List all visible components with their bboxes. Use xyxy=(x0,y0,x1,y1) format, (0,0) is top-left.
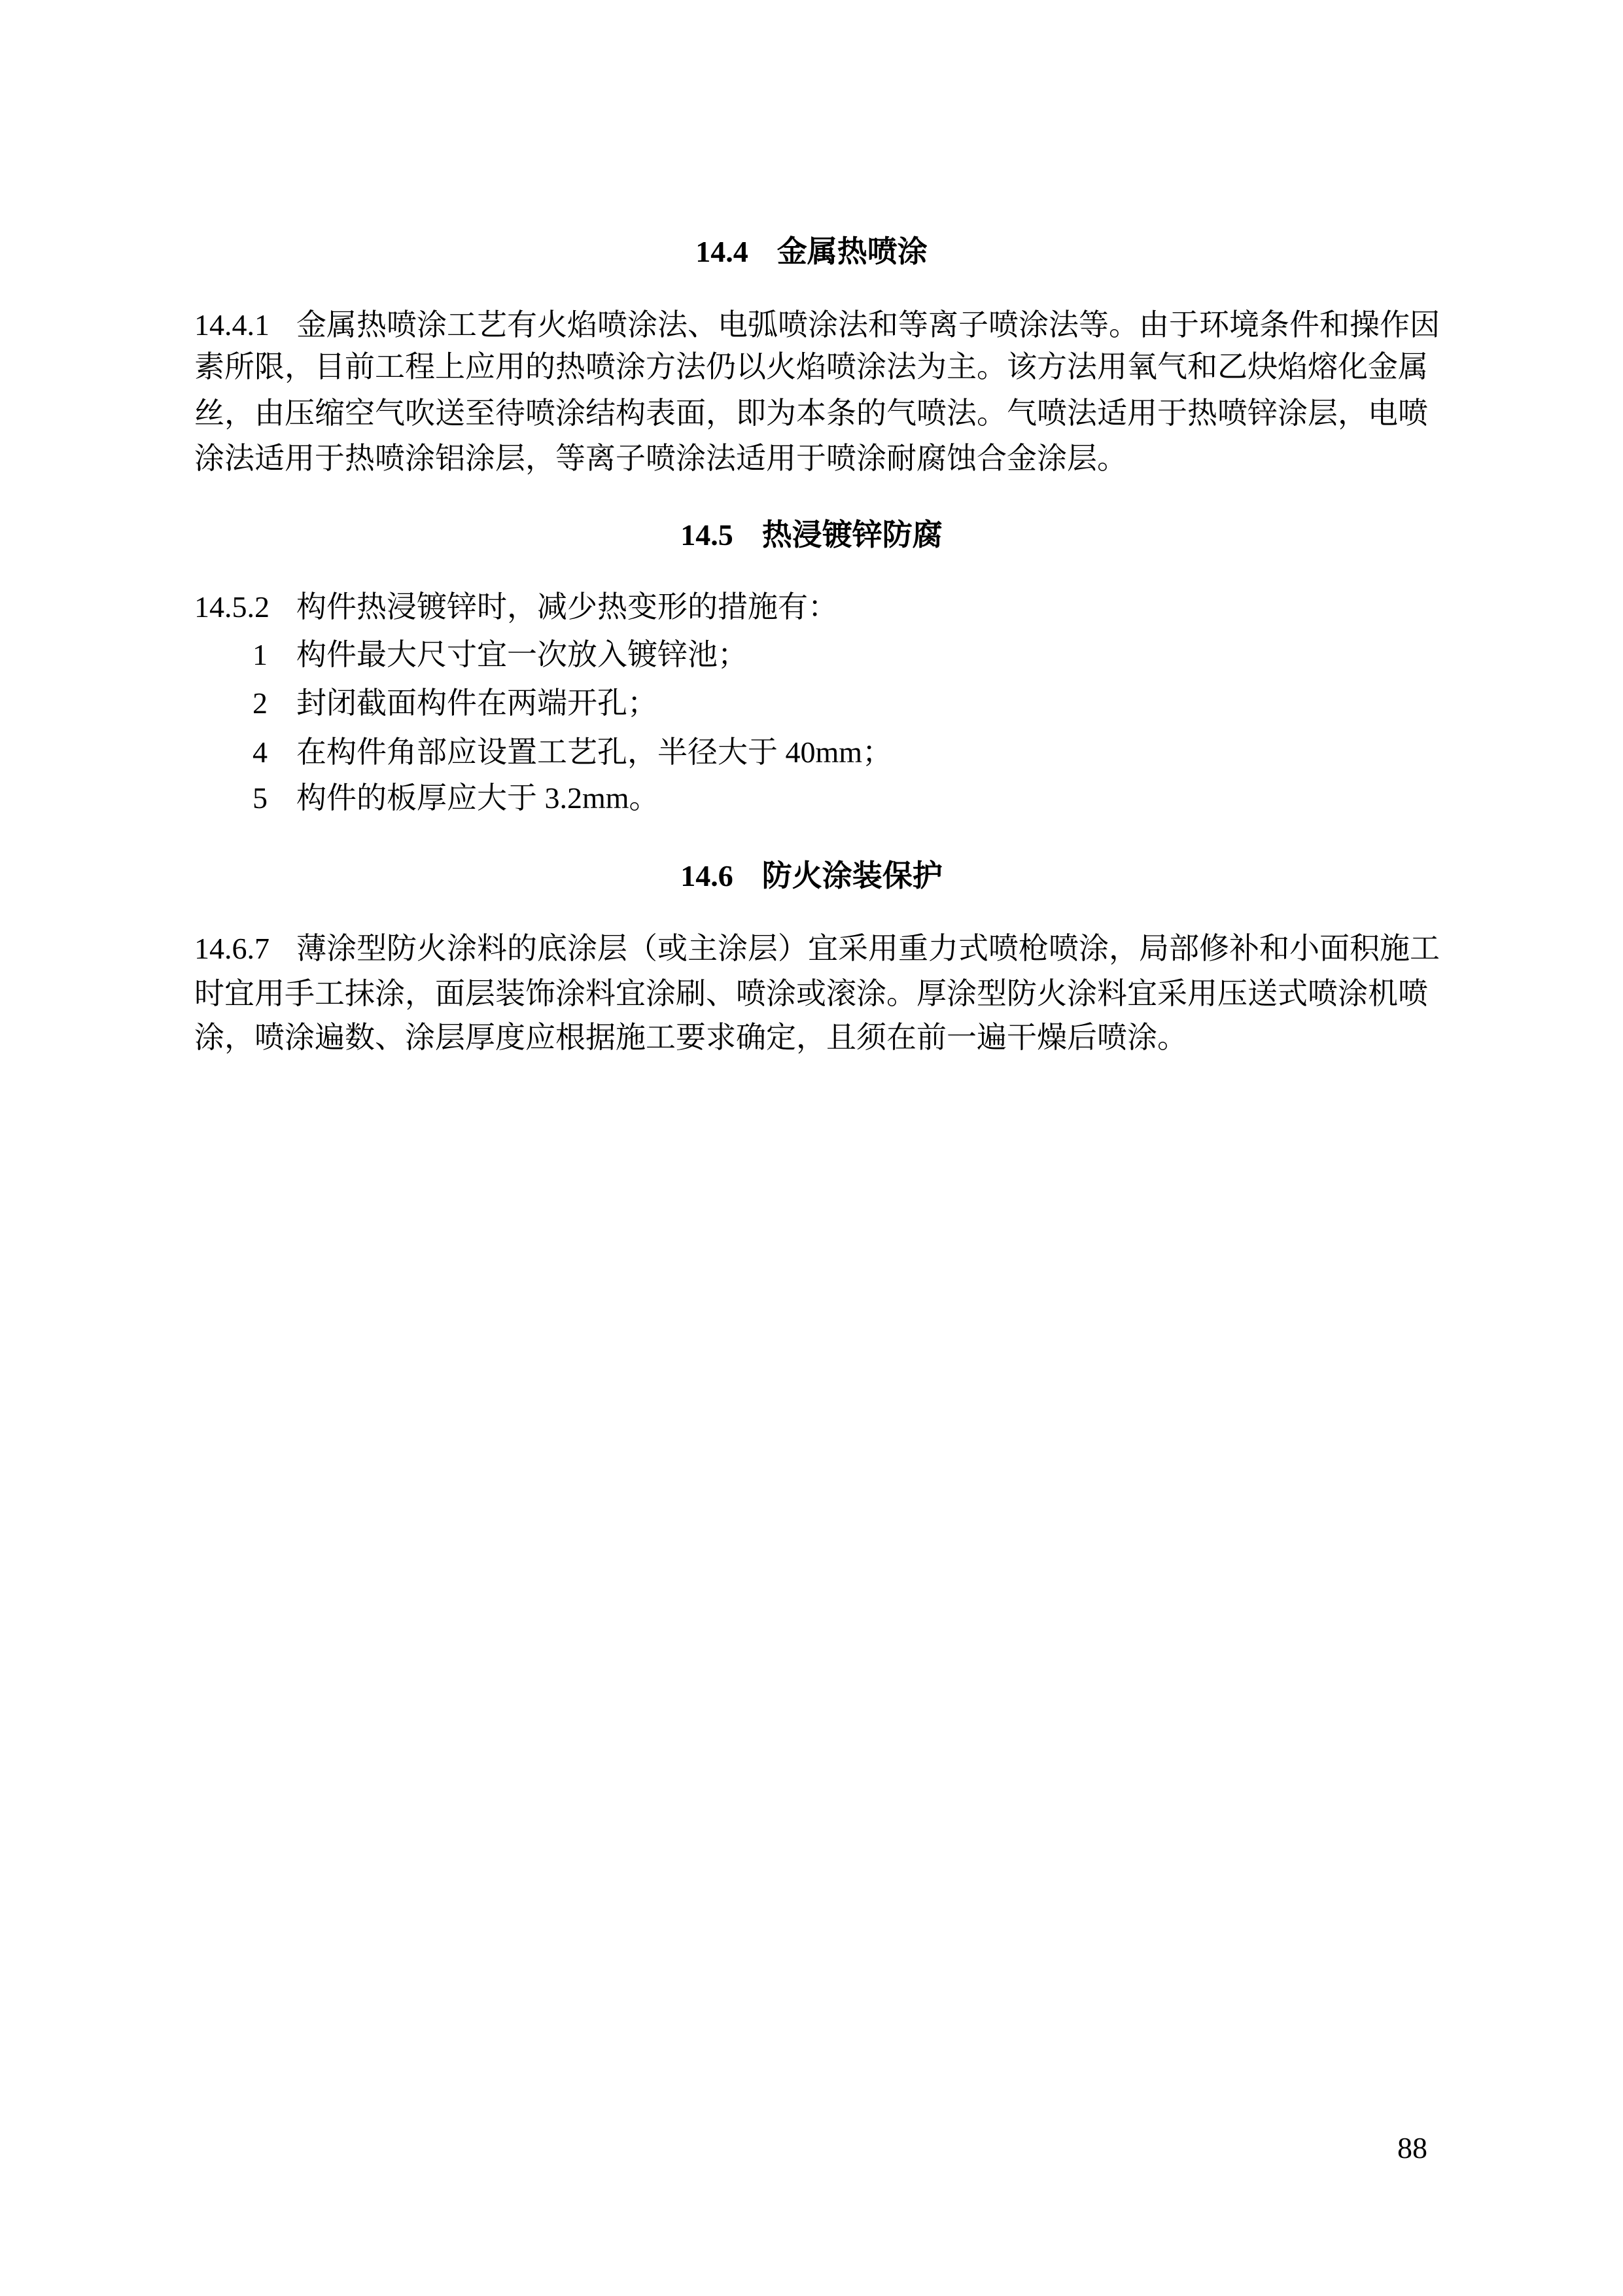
list-item-5 xyxy=(253,775,1548,821)
clause-14-4-1-line-4 xyxy=(194,436,1490,482)
clause-text: 素所限，目前工程上应用的热喷涂方法仍以火焰喷涂法为主。该方法用氧气和乙炔焰熔化金属 xyxy=(194,350,1428,383)
clause-14-4-1-line-1 xyxy=(194,302,1490,348)
section-heading-14-5 xyxy=(0,516,1623,555)
clause-text: 时宜用手工抹涂，面层装饰涂料宜涂刷、喷涂或滚涂。厚涂型防火涂料宜采用压送式喷涂机喷 xyxy=(194,977,1428,1010)
section-number: 14.6 xyxy=(680,859,733,892)
clause-text: 丝，由压缩空气吹送至待喷涂结构表面，即为本条的气喷法。气喷法适用于热喷锌涂层，电喷 xyxy=(194,397,1428,430)
list-item-4 xyxy=(253,730,1548,775)
clause-14-6-7-line-1 xyxy=(194,926,1490,972)
clause-text: 金属热喷涂工艺有火焰喷涂法、电弧喷涂法和等离子喷涂法等。由于环境条件和操作因 xyxy=(296,308,1440,342)
list-item-text: 在构件角部应设置工艺孔，半径大于 40mm； xyxy=(296,735,893,769)
list-item-number: 1 xyxy=(253,638,268,671)
clause-text: 构件热浸镀锌时，减少热变形的措施有： xyxy=(296,590,838,624)
list-item-number: 4 xyxy=(253,735,268,769)
section-number: 14.4 xyxy=(695,235,748,268)
section-title: 热浸镀锌防腐 xyxy=(761,518,943,552)
list-item-1 xyxy=(253,632,1548,678)
clause-14-4-1-line-3 xyxy=(194,391,1490,436)
list-item-text: 构件的板厚应大于 3.2mm。 xyxy=(296,781,659,815)
list-item-2 xyxy=(253,680,1548,726)
list-item-text: 封闭截面构件在两端开孔； xyxy=(296,686,657,720)
clause-14-4-1-line-2 xyxy=(194,344,1490,390)
list-item-number: 5 xyxy=(253,781,268,815)
clause-number: 14.6.7 xyxy=(194,932,270,965)
clause-text: 涂法适用于热喷涂铝涂层，等离子喷涂法适用于喷涂耐腐蚀合金涂层。 xyxy=(194,442,1127,475)
clause-text: 薄涂型防火涂料的底涂层（或主涂层）宜采用重力式喷枪喷涂，局部修补和小面积施工 xyxy=(296,932,1440,965)
page-number: 88 xyxy=(1397,2131,1427,2164)
section-number: 14.5 xyxy=(680,518,733,552)
clause-text: 涂，喷涂遍数、涂层厚度应根据施工要求确定，且须在前一遍干燥后喷涂。 xyxy=(194,1021,1187,1054)
clause-14-6-7-line-2 xyxy=(194,971,1490,1017)
clause-14-6-7-line-3 xyxy=(194,1015,1490,1061)
list-item-number: 2 xyxy=(253,686,268,720)
clause-number: 14.5.2 xyxy=(194,590,270,624)
section-heading-14-6 xyxy=(0,857,1623,896)
section-title: 金属热喷涂 xyxy=(777,235,928,268)
section-title: 防火涂装保护 xyxy=(761,859,943,892)
clause-number: 14.4.1 xyxy=(194,308,270,342)
list-item-text: 构件最大尺寸宜一次放入镀锌池； xyxy=(296,638,748,671)
section-heading-14-4 xyxy=(0,232,1623,272)
clause-14-5-2-line-1 xyxy=(194,584,1490,630)
